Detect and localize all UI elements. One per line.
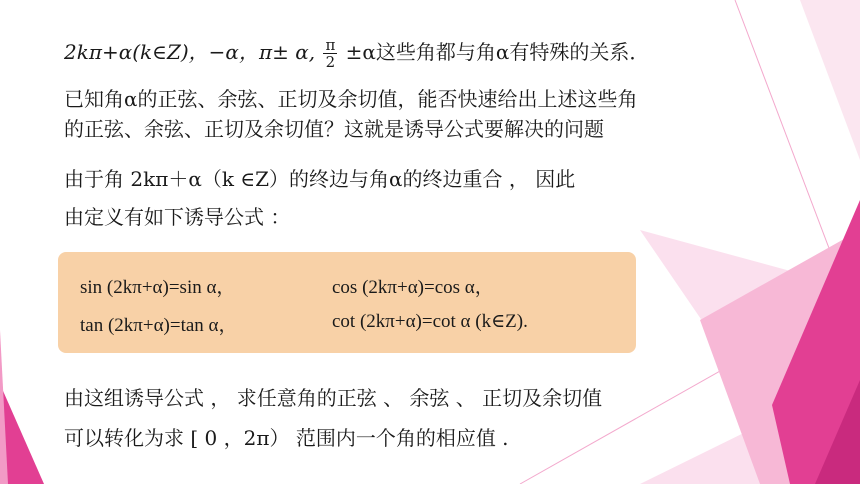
para3-line2: 可以转化为求 [ 0 ，2π） 范围内一个角的相应值 .	[64, 426, 509, 450]
pi-over-2-fraction	[323, 37, 337, 70]
right-top-light	[800, 0, 860, 160]
fraction-numerator: π	[325, 36, 336, 54]
formula-cot: cot (2kπ+α)=cot α (k∈Z).	[332, 311, 528, 332]
para1-line1	[64, 37, 649, 70]
formula-cos: cos (2kπ+α)=cos α，	[332, 277, 494, 298]
fraction-denominator: 2	[325, 53, 336, 71]
para1-line3: 的正弦、余弦、正切及余切值？这就是诱导公式要解决的问题	[64, 117, 604, 141]
para1-line1-alpha: α,	[295, 40, 316, 64]
formula-box	[58, 252, 636, 353]
para2-line2: 由定义有如下诱导公式 ：	[64, 205, 291, 229]
para1-line1-pre: 2kπ+α(k∈Z)，−α，π±	[64, 40, 289, 64]
formula-tan: tan (2kπ+α)=tan α，	[80, 315, 238, 336]
formula-sin: sin (2kπ+α)=sin α，	[80, 277, 236, 298]
para2-line1: 由于角 2kπ＋α（k ∈Z）的终边与角α的终边重合 ， 因此	[64, 167, 576, 191]
para1-line2: 已知角α的正弦、余弦、正切及余切值，能否快速给出上述这些角	[64, 87, 638, 111]
para1-line1-post: ±α这些角都与角α有特殊的关系．	[345, 40, 650, 64]
para3-line1: 由这组诱导公式 ， 求任意角的正弦 、 余弦 、 正切及余切值	[64, 386, 603, 410]
